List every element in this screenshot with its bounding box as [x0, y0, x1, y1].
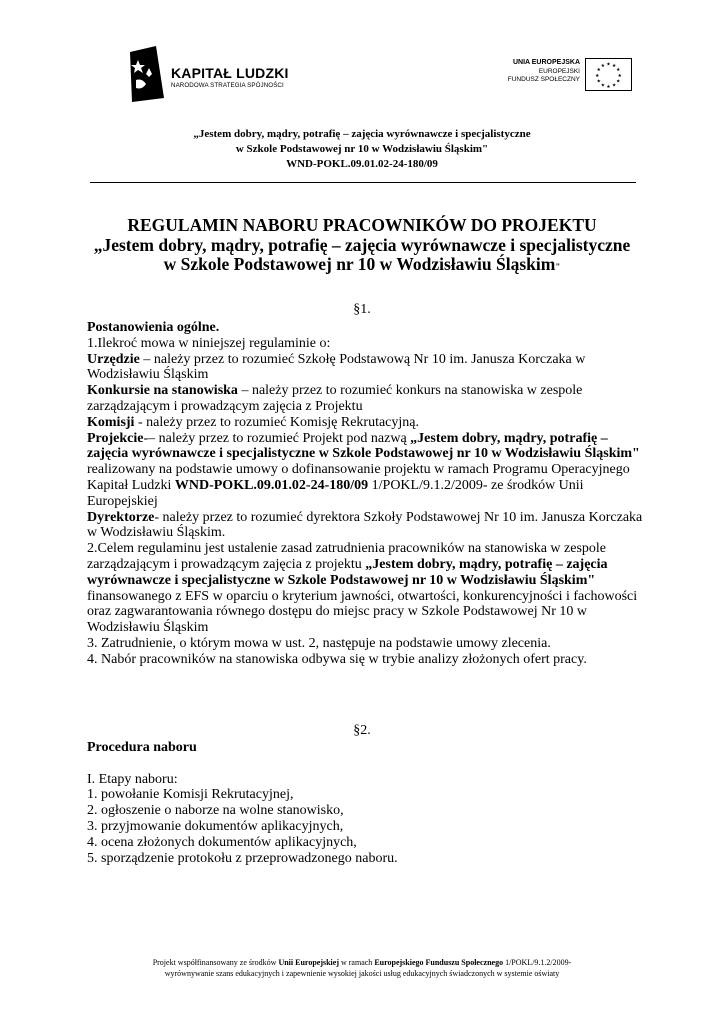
eu-line-1: EUROPEJSKI [538, 67, 580, 75]
section-1-intro: 1.Ilekroć mowa w niniejszej regulaminie o: [87, 335, 331, 351]
section-2-heading: Procedura naboru [87, 740, 197, 755]
project-header [0, 127, 724, 172]
svg-text:★: ★ [617, 73, 622, 79]
kapital-ludzki-text [171, 66, 289, 89]
svg-text:★: ★ [600, 83, 605, 89]
header-divider [90, 182, 636, 183]
svg-text:★: ★ [596, 79, 601, 85]
section-1-paragraph-2: 2.Celem regulaminu jest ustalenie zasad zatrudnienia pracowników na stanowiska w zespole zarządzającym i prowadzącym zajęcia z projektu „Jestem dobry, mądry, potrafię – zajęcia wyrównawcze i specjalistyczne w Szkole Podstawowej nr 10 w Wodzisławiu Śląskim" finansowanego z EFS w oparciu o kryterium jawności, otwartości, konkurencyjności i fachowości oraz zagwarantowania równego dostępu do miejsc pracy w Szkole Podstawowej Nr 10 w Wodzisławiu Śląskim [87, 541, 638, 636]
svg-text:★: ★ [612, 64, 617, 70]
svg-text:★: ★ [612, 83, 617, 89]
section-1-paragraph-4: 4. Nabór pracowników na stanowiska odbywa się w trybie analizy złożonych ofert pracy. [87, 651, 587, 667]
title-line-1: REGULAMIN NABORU PRACOWNIKÓW DO PROJEKTU [127, 215, 597, 235]
section-1-heading: Postanowienia ogólne. [87, 320, 220, 335]
eu-title: UNIA EUROPEJSKA [512, 59, 580, 66]
kl-subtitle: NARODOWA STRATEGIA SPÓJNOŚCI [171, 82, 284, 89]
kapital-ludzki-logo [126, 46, 166, 102]
footer-line-2: wyrównywanie szans edukacyjnych i zapewnienie wysokiej jakości usług edukacyjnych świadczonych w systemie oświaty [164, 968, 560, 978]
kl-name: KAPITAŁ LUDZKI [171, 65, 289, 81]
section-2-number: §2. [353, 723, 371, 738]
stage-item: 4. ocena złożonych dokumentów aplikacyjnych, [87, 834, 357, 850]
stages-title: I. Etapy naboru: [87, 771, 178, 787]
section-1-paragraph-3: 3. Zatrudnienie, o którym mowa w ust. 2, następuje na podstawie umowy zlecenia. [87, 635, 551, 651]
definition-projekcie: Projekcie-– należy przez to rozumieć Projekt pod nazwą „Jestem dobry, mądry, potrafię – zajęcia wyrównawcze i specjalistyczne w Szkole Podstawowej nr 10 w Wodzisławiu Śląskim" realizowany na podstawie umowy o dofinansowanie projektu w ramach Programu Operacyjnego Kapitał Ludzki WND-POKL.09.01.02-24-180/09 1/POKL/9.1.2/2009- ze środków Unii Europejskiej [87, 430, 640, 509]
stage-item: 1. powołanie Komisji Rekrutacyjnej, [87, 787, 294, 803]
project-header-line-3: WND-POKL.09.01.02-24-180/09 [286, 158, 438, 170]
title-line-3-text: w Szkole Podstawowej nr 10 w Wodzisławiu Śląskim [163, 254, 556, 274]
definition-dyrektorze: Dyrektorze- należy przez to rozumieć dyrektora Szkoły Podstawowej Nr 10 im. Janusza Korczaka w Wodzisławiu Śląskim. [87, 509, 643, 541]
svg-text:★: ★ [606, 85, 611, 91]
svg-text:★: ★ [606, 62, 611, 68]
title-line-2: „Jestem dobry, mądry, potrafię – zajęcia wyrównawcze i specjalistyczne [93, 234, 631, 255]
svg-text:★: ★ [596, 68, 601, 74]
svg-text:★: ★ [595, 73, 600, 79]
definition-urzedzie: Urzędzie – należy przez to rozumieć Szkołę Podstawową Nr 10 im. Janusza Korczaka w Wodzisławiu Śląskim [87, 351, 586, 383]
eu-line-2: FUNDUSZ SPOŁECZNY [507, 75, 580, 83]
section-1-number: §1. [353, 302, 371, 317]
section-2-body [87, 740, 647, 866]
stage-item: 2. ogłoszenie o naborze na wolne stanowisko, [87, 803, 344, 819]
document-title [0, 216, 724, 278]
title-quote: " [555, 262, 561, 272]
page-footer [0, 958, 724, 979]
eu-flag-icon [585, 58, 632, 91]
title-line-3 [0, 255, 724, 278]
svg-text:★: ★ [616, 79, 621, 85]
definition-konkursie: Konkursie na stanowiska – należy przez to rozumieć konkurs na stanowiska w zespole zarządzającym i prowadzącym zajęcia z Projektu [87, 383, 583, 414]
spacer [87, 756, 647, 772]
footer-line-1: Projekt współfinansowany ze środków Unii Europejskiej w ramach Europejskiego Funduszu Społecznego 1/POKL/9.1.2/2009- [152, 958, 572, 967]
stage-item: 5. sporządzenie protokołu z przeprowadzonego naboru. [87, 850, 398, 866]
stage-item: 3. przyjmowanie dokumentów aplikacyjnych, [87, 818, 344, 834]
svg-text:★: ★ [616, 68, 621, 74]
svg-text:★: ★ [600, 64, 605, 70]
section-1-body [87, 320, 647, 668]
project-header-line-2: w Szkole Podstawowej nr 10 w Wodzisławiu Śląskim" [235, 143, 489, 155]
definition-komisji: Komisji - należy przez to rozumieć Komisję Rekrutacyjną. [87, 414, 419, 430]
eu-text [470, 59, 580, 84]
project-header-line-1: „Jestem dobry, mądry, potrafię – zajęcia wyrównawcze i specjalistyczne [193, 128, 531, 140]
